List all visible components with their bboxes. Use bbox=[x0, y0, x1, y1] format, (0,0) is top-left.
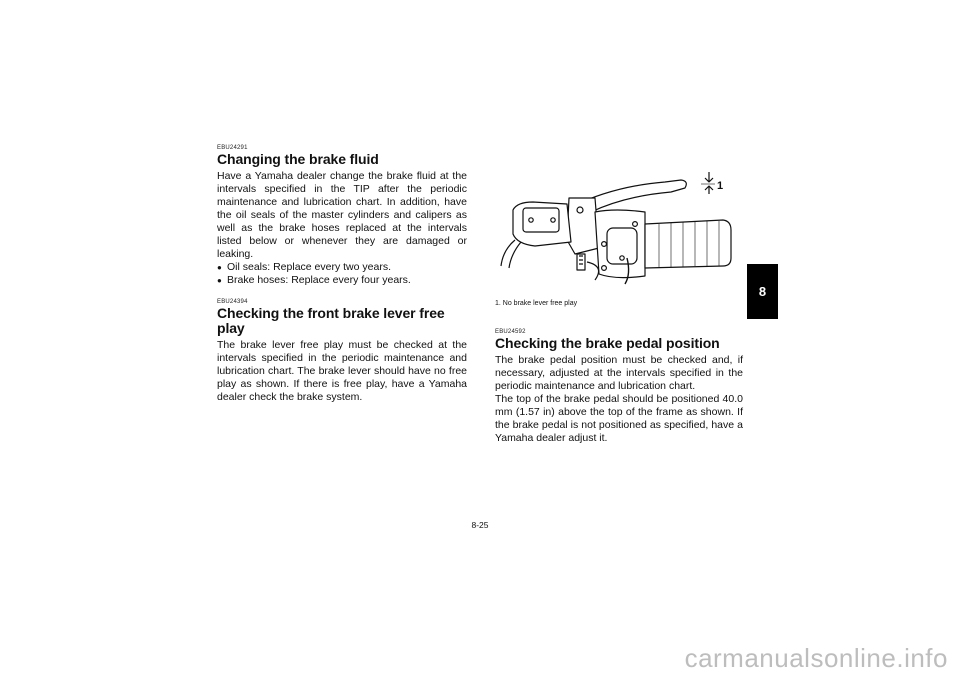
left-column bbox=[217, 145, 467, 404]
bullet-icon: ● bbox=[217, 263, 222, 272]
section-brake-lever bbox=[217, 299, 467, 404]
section-title-brake-lever: Checking the front brake lever free play bbox=[217, 305, 445, 336]
section-code: EBU24592 bbox=[495, 329, 526, 335]
section-title-brake-pedal: Checking the brake pedal position bbox=[495, 335, 720, 351]
chapter-tab[interactable]: 8 bbox=[747, 264, 778, 319]
section-code: EBU24291 bbox=[217, 145, 248, 151]
brake-lever-drawing bbox=[495, 150, 743, 290]
list-item: ● Oil seals: Replace every two years. bbox=[217, 261, 391, 273]
bullet-icon: ● bbox=[217, 276, 222, 285]
paragraph-brake-pedal-1: The brake pedal position must be checked and, if necessary, adjusted at the intervals specified in the periodic maintenance and lubrication chart. bbox=[495, 354, 743, 392]
figure-caption: 1. No brake lever free play bbox=[495, 300, 578, 307]
right-column bbox=[495, 150, 743, 445]
replacement-list bbox=[217, 261, 467, 287]
section-title-brake-fluid: Changing the brake fluid bbox=[217, 151, 379, 167]
figure-callout-label: 1 bbox=[717, 180, 724, 192]
paragraph-brake-lever: The brake lever free play must be checked at the intervals specified in the periodic maintenance and lubrication chart. The brake lever should have no free play as shown. If there is free play, have a Yamaha dealer check the brake system. bbox=[217, 339, 467, 403]
watermark: carmanualsonline.info bbox=[684, 643, 948, 673]
paragraph-brake-fluid: Have a Yamaha dealer change the brake fluid at the intervals specified in the TIP after the periodic maintenance and lubrication chart. In addition, have the oil seals of the master cylinders and calipers as well as the brake hoses replaced at the intervals listed below or whenever they are damaged or leaking. bbox=[217, 170, 467, 260]
paragraph-brake-pedal-2: The top of the brake pedal should be positioned 40.0 mm (1.57 in) above the top of the frame as shown. If the brake pedal is not positioned as specified, have a Yamaha dealer adjust it. bbox=[495, 393, 743, 444]
page-number: 8-25 bbox=[471, 520, 489, 530]
list-item: ● Brake hoses: Replace every four years. bbox=[217, 274, 411, 286]
section-code: EBU24394 bbox=[217, 299, 248, 305]
brake-lever-illustration bbox=[495, 150, 743, 290]
